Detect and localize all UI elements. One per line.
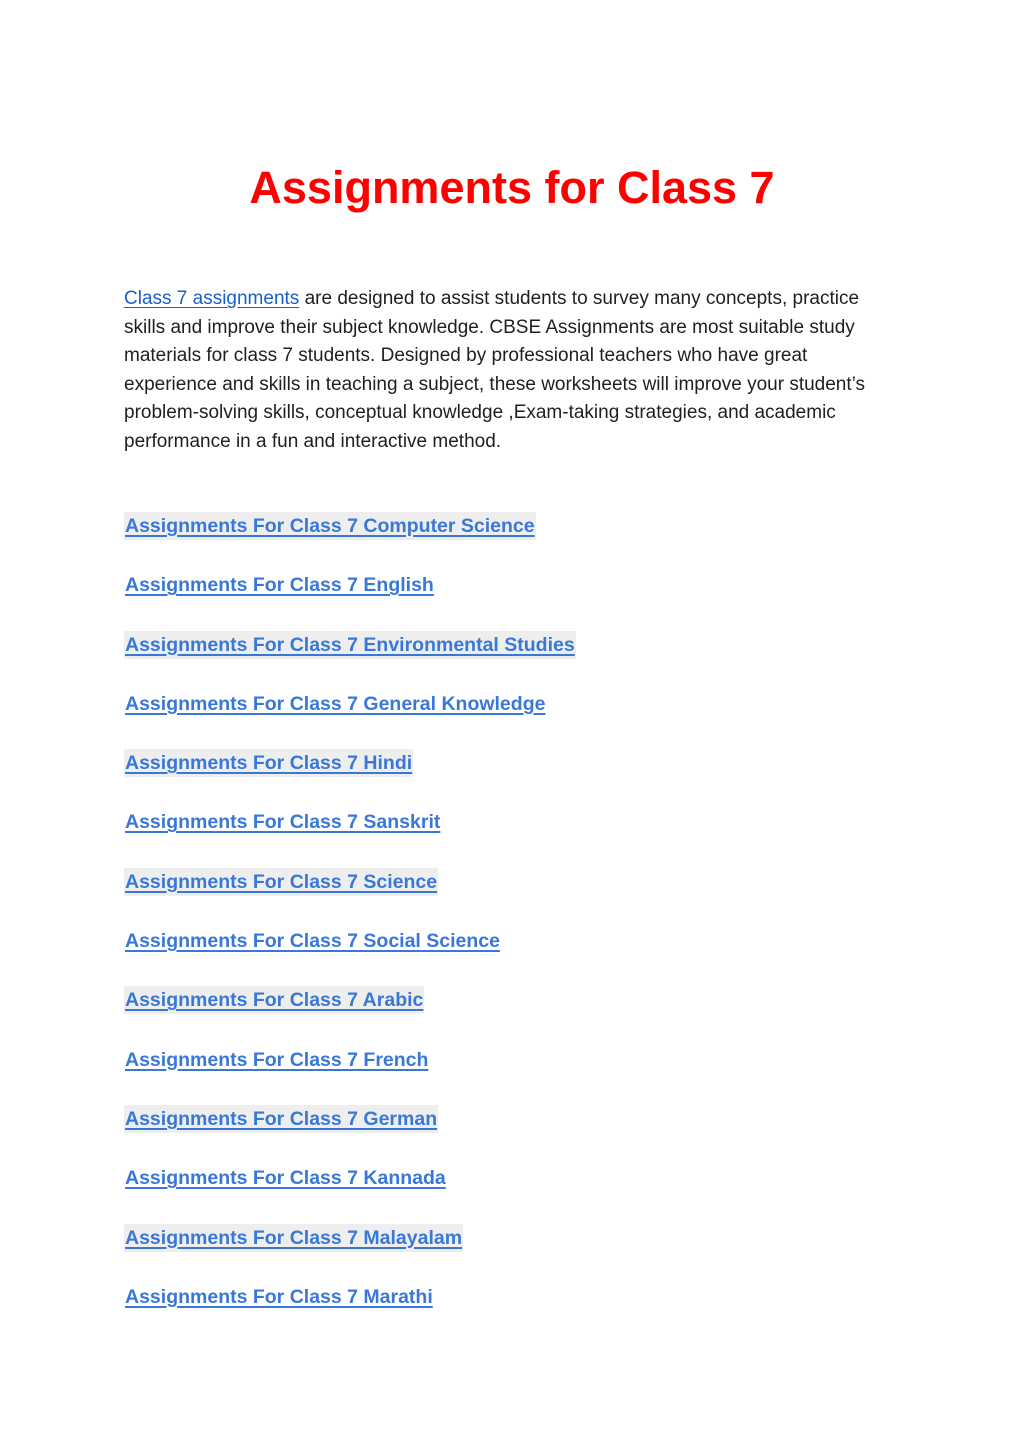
link-arabic[interactable]: Assignments For Class 7 Arabic [124, 986, 424, 1014]
link-marathi[interactable]: Assignments For Class 7 Marathi [125, 1285, 433, 1308]
link-french[interactable]: Assignments For Class 7 French [125, 1048, 429, 1071]
link-environmental-studies[interactable]: Assignments For Class 7 Environmental Studies [124, 631, 576, 659]
link-social-science[interactable]: Assignments For Class 7 Social Science [125, 930, 500, 953]
list-item [124, 690, 576, 749]
list-item [124, 571, 576, 630]
class-7-assignments-link[interactable]: Class 7 assignments [124, 288, 300, 309]
list-item [124, 1046, 576, 1105]
list-item [124, 1224, 576, 1283]
list-item [124, 1283, 576, 1342]
link-science[interactable]: Assignments For Class 7 Science [124, 868, 438, 896]
list-item [124, 631, 576, 690]
list-item [124, 1105, 576, 1164]
list-item [124, 512, 576, 571]
list-item [124, 1164, 576, 1223]
list-item [124, 868, 576, 927]
page-title: Assignments for Class 7 [249, 162, 775, 213]
intro-text: are designed to assist students to survey many concepts, practice skills and improve their subject knowledge. CBSE Assignments are most suitable study materials for class 7 students. Designed by professional teachers who have great experience and skills in teaching a subject, these worksheets will improve your student’s problem-solving skills, conceptual knowledge ,Exam-taking strategies, and academic performance in a fun and interactive method. [124, 288, 866, 452]
link-general-knowledge[interactable]: Assignments For Class 7 General Knowledge [125, 692, 546, 715]
list-item [124, 986, 576, 1045]
list-item [124, 749, 576, 808]
link-hindi[interactable]: Assignments For Class 7 Hindi [124, 749, 413, 777]
link-kannada[interactable]: Assignments For Class 7 Kannada [125, 1167, 446, 1190]
link-sanskrit[interactable]: Assignments For Class 7 Sanskrit [125, 811, 441, 834]
list-item [124, 808, 576, 867]
link-english[interactable]: Assignments For Class 7 English [125, 574, 434, 597]
intro-paragraph [124, 285, 904, 456]
subject-links-list [124, 512, 576, 1342]
link-malayalam[interactable]: Assignments For Class 7 Malayalam [124, 1224, 463, 1252]
list-item [124, 927, 576, 986]
link-german[interactable]: Assignments For Class 7 German [124, 1105, 438, 1133]
link-computer-science[interactable]: Assignments For Class 7 Computer Science [124, 512, 536, 540]
